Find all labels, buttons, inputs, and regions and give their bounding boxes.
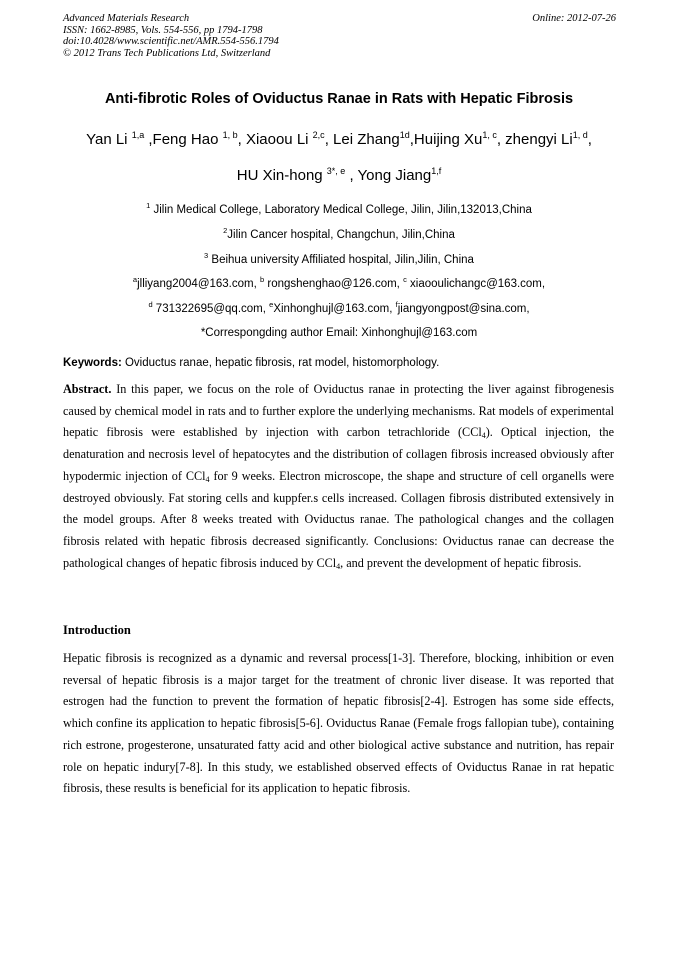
affiliation-mark: 2 [223,226,228,235]
email-mark: b [260,275,265,284]
email-address: rongshenghao@126.com, [264,278,404,290]
abstract-text: for 9 weeks. Electron microscope, the shape and structure of cell organells were destroyed obviously. Fat storing cells and kuppfer.s cells increased. Collagen fibrosis distributed extensively in the model groups. After 8 weeks treated with Oviductus ranae. The pathological changes and the collagen fibrosis related with hepatic fibrosis decreased significantly. Conclusions: Oviductus ranae can decrease the pathological changes of hepatic fibrosis induced by CCl [63,468,615,570]
author-name: , Lei Zhang [324,131,400,148]
author-name: , zhengyi Li [496,131,573,148]
email-address: 731322695@qq.com, [152,303,270,315]
email-address: jiangyongpost@sina.com, [397,303,530,315]
keywords-line [63,357,439,369]
author-affiliation-mark: 3*, e [326,166,346,176]
abstract-text: ). Optical injection, the denaturation and necrosis level of hepatocytes and the distribution of collagen fibrosis increased obviously after hypodermic injection of CCl [63,425,614,483]
introduction-paragraph: Hepatic fibrosis is recognized as a dynamic and reversal process[1-3]. Therefore, blocking, inhibition or even reversal of hepatic fibrosis is a major target for the treatment of chronic liver disease. It was reported that estrogen had the function to prevent the formation of hepatic fibrosis[2-4]. Estrogen has some side effects, which confine its application to hepatic fibrosis[5-6]. Oviductus Ranae (Female frogs fallopian tube), containing rich estrone, progesterone, unsaturated fatty acid and other biological active substance and nutrition, has repair role on hepatic indury[7-8]. In this study, we established observed effects of Oviductus Ranae in rat hepatic fibrosis, these results is beneficial for its application to hepatic fibrosis. [63,651,614,796]
abstract-text: In this paper, we focus on the role of Oviductus ranae in protecting the liver against fibrogenesis caused by chemical model in rats and to further explore the underlying mechanisms. Rat models of experimental hepatic fibrosis were established by injection with carbon tetrachloride (CCl [63,382,614,440]
author-separator: , [587,131,592,148]
keywords-label: Keywords: [63,357,122,369]
email-mark: c [403,275,407,284]
corresponding-author: *Correspongding author Email: Xinhonghujl@163.com [200,327,478,339]
issn-line: ISSN: 1662-8985, Vols. 554-556, pp 1794-1798 [63,24,263,36]
author-line-1 [0,131,678,148]
email-address: jlliyang2004@163.com, [137,278,260,290]
email-address: Xinhonghujl@163.com, [273,303,396,315]
author-name: HU Xin-hong [236,167,327,184]
author-name: ,Huijing Xu [409,131,483,148]
email-address: xiaooulichangc@163.com, [406,278,546,290]
author-affiliation-mark: 1d [399,130,410,140]
journal-name: Advanced Materials Research [63,13,190,24]
author-affiliation-mark: 1, d [572,130,588,140]
introduction-heading: Introduction [63,623,131,637]
email-mark: d [148,300,153,309]
copyright-line: © 2012 Trans Tech Publications Ltd, Switzerland [63,47,271,59]
email-mark: e [269,300,274,309]
subscript: 4 [205,474,210,484]
subscript: 4 [481,431,486,441]
author-affiliation-mark: 1,f [431,166,442,176]
author-name: Yan Li [86,131,132,148]
affiliation-3 [0,251,678,266]
author-name: ,Feng Hao [144,131,223,148]
affiliation-mark: 1 [146,201,151,210]
affiliation-text: Jilin Medical College, Laboratory Medical College, Jilin, Jilin,132013,China [150,204,532,216]
doi-line: doi:10.4028/www.scientific.net/AMR.554-556.1794 [63,36,279,47]
affiliation-1 [0,201,678,216]
affiliation-mark: 3 [204,251,209,260]
abstract-label: Abstract. [63,382,112,396]
keywords-text: Oviductus ranae, hepatic fibrosis, rat model, histomorphology. [121,357,440,369]
subscript: 4 [336,561,341,571]
author-affiliation-mark: 1, b [222,130,238,140]
email-mark: a [132,275,138,284]
abstract-text: , and prevent the development of hepatic fibrosis. [340,555,582,570]
author-affiliation-mark: 2,c [312,130,325,140]
author-name: , Yong Jiang [345,167,432,184]
affiliation-2 [0,226,678,241]
author-affiliation-mark: 1, c [482,130,497,140]
journal-header [63,13,279,59]
email-mark: f [395,300,398,309]
affiliation-text: Beihua university Affiliated hospital, Jilin,Jilin, China [208,254,474,266]
author-name: , Xiaoou Li [237,131,313,148]
author-line-2 [0,167,678,184]
author-affiliation-mark: 1,a [131,130,145,140]
paper-title: Anti-fibrotic Roles of Oviductus Ranae in Rats with Hepatic Fibrosis [104,91,574,107]
online-date: Online: 2012-07-26 [532,13,616,24]
abstract-paragraph [63,379,614,574]
affiliation-text: Jilin Cancer hospital, Changchun, Jilin,China [227,229,455,241]
email-line-2 [0,300,678,315]
email-line-1 [0,275,678,290]
